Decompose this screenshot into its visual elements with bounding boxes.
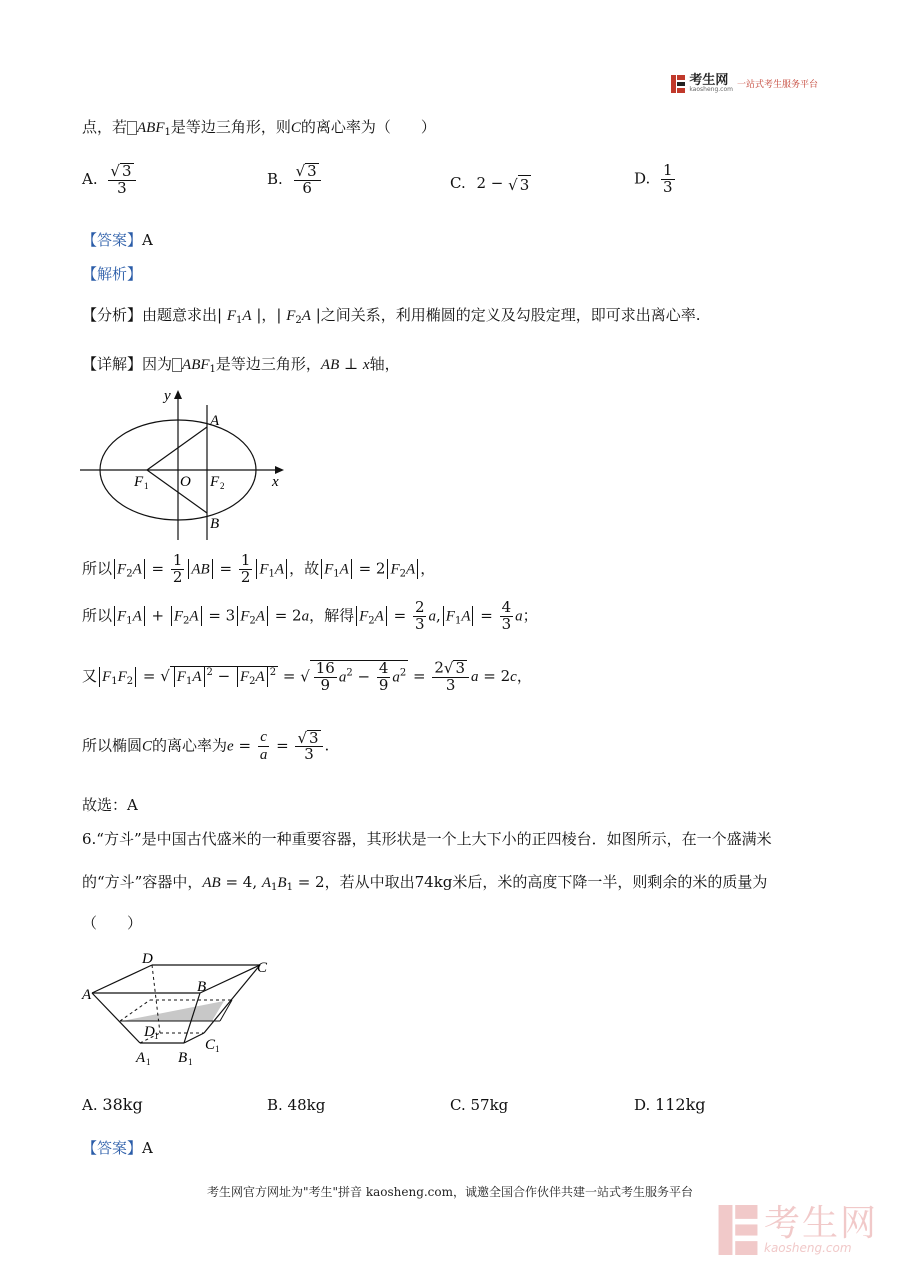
label-d: D <box>142 951 153 967</box>
svg-text:1: 1 <box>146 1057 151 1067</box>
derivation-line-4: 所以椭圆C的离心率为e = $\frac{c}{a}$ = $\frac{√ 3}{3}$ . <box>82 728 330 764</box>
q5-choose: 故选：A <box>82 796 138 814</box>
label-f2: F <box>210 474 220 490</box>
label-a-top: A <box>82 987 92 1003</box>
q6-option-a: A. 38kg <box>82 1095 143 1114</box>
q5-option-d: D. $\frac{1}{3}$ <box>634 161 673 196</box>
x-axis-arrow <box>275 466 284 474</box>
q6-line-2: 的“方斗”容器中，AB = 4, $A_1B_1 = 2$，若从中取出74kg米后，米的高度下降一半，则剩余的米的质量为 <box>82 873 768 893</box>
logo-domain: kaosheng.com <box>689 86 733 93</box>
segment-f1b <box>147 470 207 513</box>
triangle-symbol <box>127 121 137 135</box>
svg-text:1: 1 <box>188 1057 193 1067</box>
label-a1: A <box>136 1050 146 1066</box>
q6-line-1: 6.“方斗”是中国古代盛米的一种重要容器，其形状是一个上大下小的正四棱台．如图所示，在一个盛满米 <box>82 830 772 848</box>
footer-text: 考生网官方网址为"考生"拼音 kaosheng.com，诚邀全国合作伙伴共建一站式考生服务平台 <box>206 1185 694 1199</box>
q6-line-3: （ ） <box>82 914 143 932</box>
label-a: A <box>210 413 220 429</box>
label-b1: B <box>178 1050 188 1066</box>
label-f1-sub: 1 <box>144 481 149 491</box>
y-axis-arrow <box>174 390 182 399</box>
header-slogan: 一站式考生服务平台 <box>736 80 818 90</box>
logo-name: 考生网 <box>689 73 729 88</box>
logo-icon <box>671 75 685 93</box>
label-x: x <box>272 474 279 490</box>
header-logo <box>671 74 818 93</box>
derivation-line-1: 所以 $F_2A$ = $\frac{1}{2}$ AB = $\frac{1}{2}$ $F_1A$ ，故 $F_1A = 2$ $F_2A$ ， <box>82 551 436 586</box>
label-o: O <box>180 474 191 490</box>
q5-fenxi: 【分析】由题意求出| $F_1A$ |，| $F_2A$ |之间关系，利用椭圆的定义及勾股定理，即可求出离心率. <box>82 306 701 326</box>
q5-stem: 点，若 $ABF_1$是等边三角形，则C的离心率为（ ） <box>82 118 436 138</box>
label-f2-sub: 2 <box>220 481 225 491</box>
label-f1: F <box>134 474 144 490</box>
watermark-text: 考生网 <box>764 1203 879 1244</box>
q5-option-c: C. 2 − √ 3 <box>450 174 530 194</box>
label-c: C <box>257 960 268 976</box>
q5-analysis-tag: 【解析】 <box>82 265 143 283</box>
q5-option-a: A. $\frac{√ 3}{3}$ <box>82 163 138 197</box>
q5-option-b: B. $\frac{√ 3}{6}$ <box>267 163 323 197</box>
watermark-domain: kaosheng.com <box>764 1241 852 1255</box>
label-y: y <box>164 388 171 404</box>
watermark-logo-icon <box>718 1205 758 1255</box>
q5-answer: 【答案】A <box>82 231 153 249</box>
q6-answer: 【答案】A <box>82 1139 153 1157</box>
label-c1: C <box>205 1037 216 1053</box>
watermark <box>718 1205 878 1255</box>
svg-text:1: 1 <box>215 1044 220 1054</box>
derivation-line-2: 所以 $F_1A + F_2A = 3$ $F_2A = 2a$，解得 $F_2A$ = $\frac{2}{3}$ a, $F_1A$ = $\frac{4}{3}$ a； <box>82 598 538 633</box>
shaded-rice-section <box>110 1001 224 1021</box>
q5-detail: 【详解】因为 $ABF_1$是等边三角形，AB ⊥ x轴， <box>82 355 400 375</box>
ellipse-figure <box>80 380 300 550</box>
q6-option-d: D. 112kg <box>634 1095 706 1114</box>
q6-option-b: B. 48kg <box>267 1096 326 1114</box>
q6-option-c: C. 57kg <box>450 1096 509 1114</box>
label-d1: D <box>144 1024 155 1040</box>
logo-text-block <box>689 74 733 93</box>
label-b: B <box>210 516 220 532</box>
derivation-line-3: 又 $F_1F_2$ = √ $F_1A$ $^2 - F_2A$ $^2$ = √ $\frac{16}{9}$ $a^2$ − $\frac{4}{9}$ $a^2$ = $\frac{2√ 3}{3}$ a = 2c， <box>82 658 532 694</box>
label-b-top: B <box>197 979 207 995</box>
segment-f1a <box>147 427 207 470</box>
frustum-figure <box>80 945 310 1075</box>
svg-text:1: 1 <box>154 1031 159 1041</box>
